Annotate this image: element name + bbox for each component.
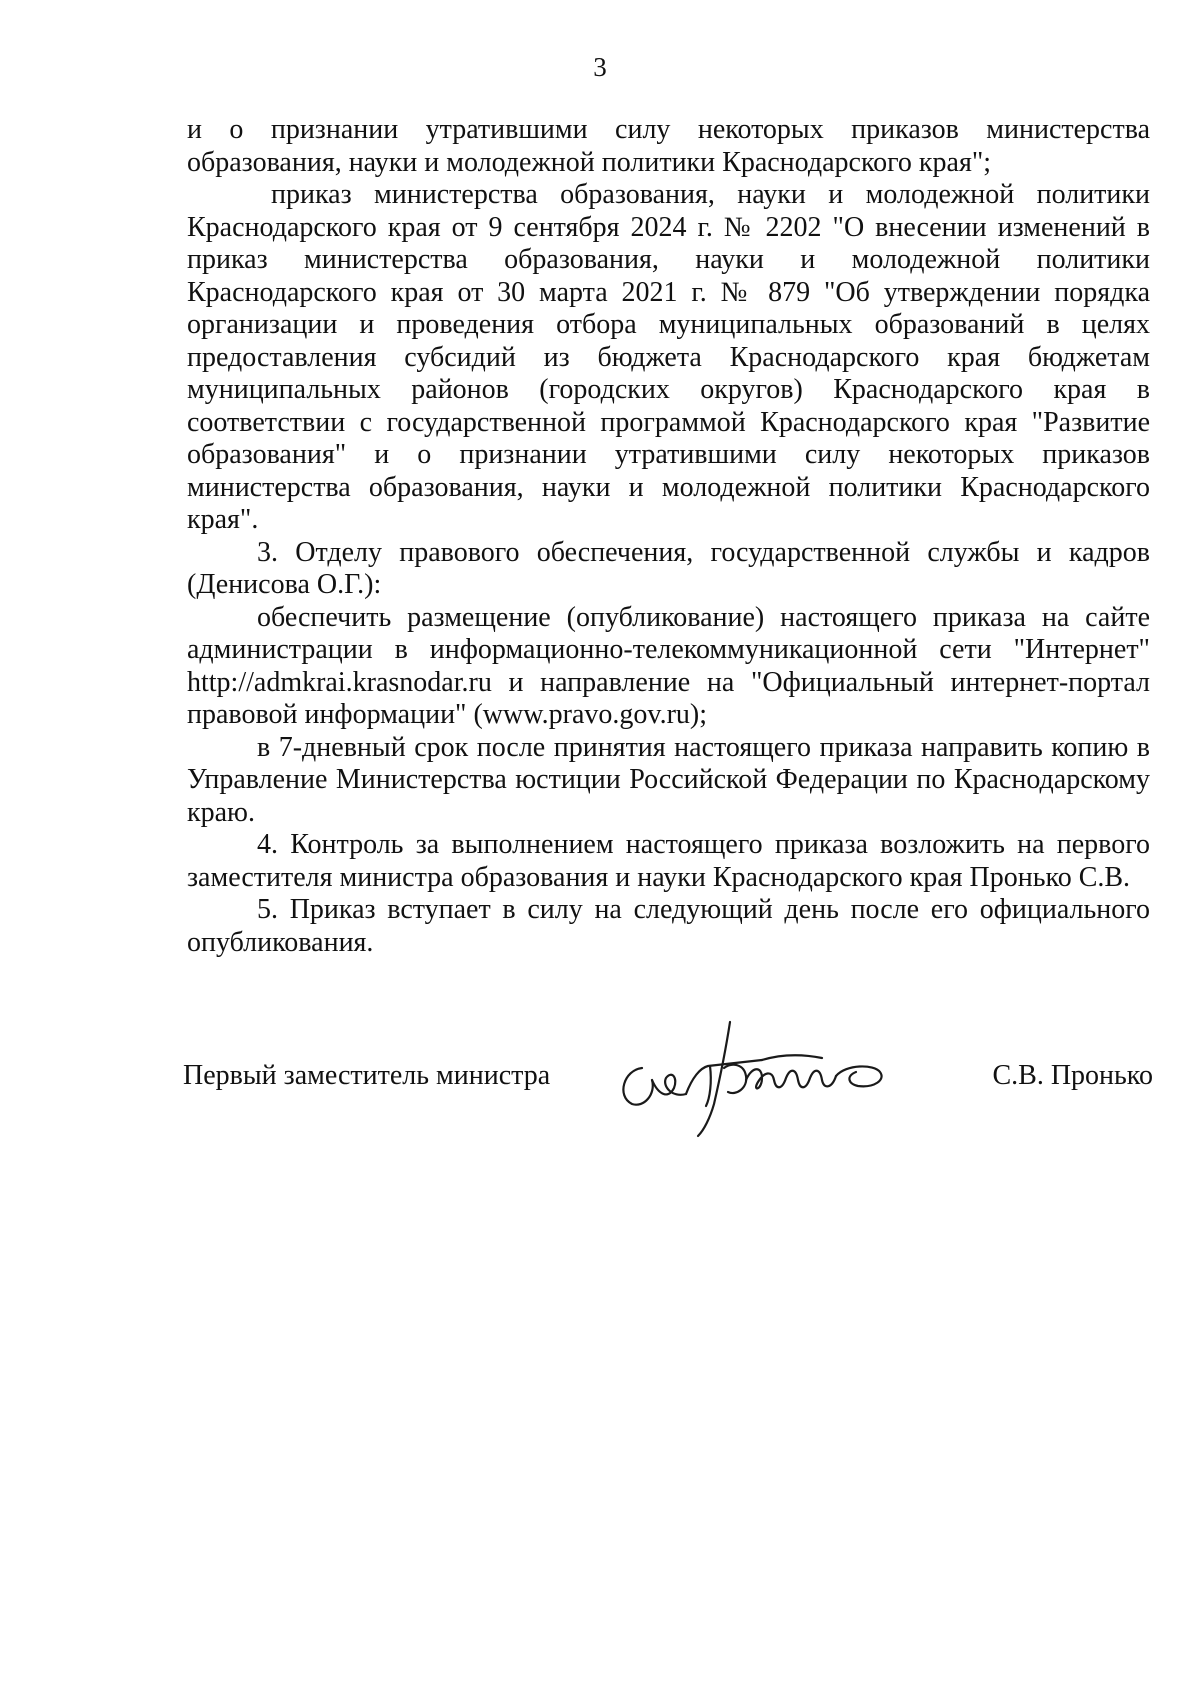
signer-position: Первый заместитель министра (183, 1060, 551, 1091)
paragraph-item-3: 3. Отделу правового обеспечения, государственной службы и кадров (Денисова О.Г.): (187, 536, 1150, 600)
document-body (187, 114, 1150, 959)
paragraph-copy-to-ministry: в 7-дневный срок после принятия настоящего приказа направить копию в Управление Министерства юстиции Российской Федерации по Краснодарскому краю. (187, 731, 1150, 828)
paragraph-item-5: 5. Приказ вступает в силу на следующий день после его официального опубликования. (187, 894, 1150, 958)
paragraph-continuation: и о признании утратившими силу некоторых приказов министерства образования, науки и молодежной политики Краснодарского края"; (187, 114, 1150, 178)
signer-name: С.В. Пронько (992, 1060, 1153, 1091)
paragraph-publication: обеспечить размещение (опубликование) настоящего приказа на сайте администрации в информационно-телекоммуникационной сети "Интернет" http://admkrai.krasnodar.ru и направление на "Официальный интернет-портал правовой информации" (www.pravo.gov.ru); (187, 601, 1150, 730)
handwritten-signature-icon (612, 1008, 912, 1138)
paragraph-item-4: 4. Контроль за выполнением настоящего приказа возложить на первого заместителя министра образования и науки Краснодарского края Пронько С.В. (187, 829, 1150, 893)
paragraph-order-2202: приказ министерства образования, науки и молодежной политики Краснодарского края от 9 сентября 2024 г. № 2202 "О внесении изменений в приказ министерства образования, науки и молодежной политики Краснодарского края от 30 марта 2021 г. № 879 "Об утверждении порядка организации и проведения отбора муниципальных образований в целях предоставления субсидий из бюджета Краснодарского края бюджетам муниципальных районов (городских округов) Краснодарского края в соответствии с государственной программой Краснодарского края "Развитие образования" и о признании утратившими силу некоторых приказов министерства образования, науки и молодежной политики Краснодарского края". (187, 179, 1150, 535)
page-number: 3 (593, 52, 607, 82)
